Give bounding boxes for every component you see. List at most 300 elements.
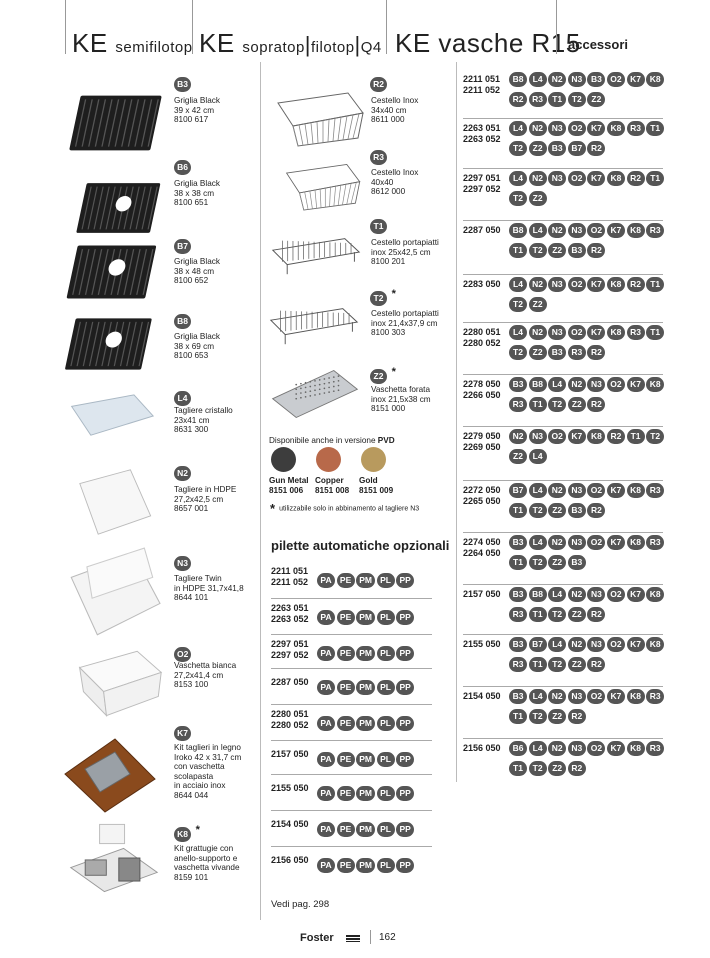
accessory-line: 39 x 42 cm: [174, 105, 215, 115]
code-badge: R3: [509, 607, 527, 622]
code-badge: K8: [607, 171, 625, 186]
code-badge: PL: [377, 573, 395, 588]
code-badge: T2: [548, 397, 566, 412]
code-badge: PM: [356, 822, 375, 837]
model-code-line: 2156 050: [463, 743, 501, 753]
pilette-row: [271, 634, 432, 668]
code-badge: PP: [396, 646, 414, 661]
accessory-line: in HDPE 31,7x41,8: [174, 583, 244, 593]
code-badge: N3: [568, 535, 586, 550]
accessory-image: [66, 462, 158, 547]
compatibility-badges: [509, 219, 669, 259]
model-code-line: 2272 050: [463, 485, 501, 495]
code-badge: PM: [356, 610, 375, 625]
code-badge: N2: [529, 171, 547, 186]
code-badge: PM: [356, 752, 375, 767]
code-badge: N2: [548, 72, 566, 87]
model-code: [463, 691, 501, 702]
header-divider: [556, 0, 557, 54]
model-code-line: 2297 052: [271, 650, 309, 660]
header-divider: [192, 0, 193, 54]
compatibility-badges: [509, 68, 669, 108]
accessory-image: [268, 85, 368, 156]
code-badge: R3: [568, 345, 586, 360]
code-badge: PL: [377, 610, 395, 625]
model-code: [271, 603, 309, 625]
code-badge: L4: [529, 72, 547, 87]
code-badge: K7: [627, 377, 645, 392]
model-code: [271, 855, 309, 866]
accessory-line: 38 x 48 cm: [174, 266, 215, 276]
code-badge: Z2: [568, 607, 586, 622]
code-badge: R2: [627, 171, 645, 186]
compatibility-row: [463, 738, 663, 788]
code-badge: L4: [529, 535, 547, 550]
accessory-code: [174, 236, 193, 254]
code-badge: PE: [337, 573, 355, 588]
code-badge: O2: [607, 637, 625, 652]
code-badge: PL: [377, 822, 395, 837]
code-badge: Z2: [529, 141, 547, 156]
pilette-badges: [317, 643, 416, 661]
accessory-line: in acciaio inox: [174, 781, 226, 791]
accessory-line: Iroko 42 x 31,7 cm: [174, 752, 242, 762]
accessory-code: [370, 74, 389, 92]
code-badge: B7: [568, 141, 586, 156]
code-badge: B8: [509, 72, 527, 87]
accessory-image: [66, 90, 162, 161]
code-badge: B3: [568, 503, 586, 518]
accessory-line: 8100 201: [371, 257, 406, 267]
code-badge: B3: [548, 141, 566, 156]
model-code-line: 2263 052: [271, 614, 309, 624]
model-code: [463, 173, 501, 195]
footnote: * utilizzabile solo in abbinamento al tagliere N3: [270, 501, 420, 516]
model-code-line: 2269 050: [463, 442, 501, 452]
code-badge: N3: [174, 556, 191, 571]
accessory-description: [174, 574, 262, 603]
accessory-line: 8100 651: [174, 198, 209, 208]
compatibility-badges: [509, 117, 669, 157]
code-badge: T1: [529, 657, 547, 672]
model-code-line: 2278 050: [463, 379, 501, 389]
code-badge: Z2: [548, 503, 566, 518]
accessory-line: anello-supporto e: [174, 853, 238, 863]
code-badge: K8: [607, 325, 625, 340]
accessory-line: scolapasta: [174, 771, 214, 781]
code-badge: T1: [646, 277, 664, 292]
code-badge: L4: [509, 325, 527, 340]
code-badge: PL: [377, 680, 395, 695]
accessory-line: 8612 000: [371, 187, 406, 197]
accessory-image: [56, 546, 170, 645]
accessory-line: 8159 101: [174, 872, 209, 882]
code-badge: K8: [607, 121, 625, 136]
model-code-line: 2287 050: [463, 225, 501, 235]
code-badge: B7: [529, 637, 547, 652]
accessory-line: 8153 100: [174, 680, 209, 690]
code-badge: B3: [509, 689, 527, 704]
code-badge: Z2: [529, 297, 547, 312]
pvd-swatch-copper: [316, 447, 341, 472]
compatibility-badges: [509, 167, 669, 207]
pvd-label-gun-metal: Gun Metal 8151 006: [269, 476, 309, 495]
code-badge: N3: [587, 377, 605, 392]
code-badge: K8: [646, 587, 664, 602]
code-badge: N3: [529, 429, 547, 444]
code-badge: O2: [587, 741, 605, 756]
model-code: [463, 327, 501, 349]
code-badge: PA: [317, 610, 335, 625]
code-badge: B3: [568, 243, 586, 258]
code-badge: B7: [174, 239, 191, 254]
model-code-line: 2211 051: [463, 74, 501, 84]
model-code-line: 2280 052: [463, 338, 501, 348]
code-badge: T2: [529, 503, 547, 518]
code-badge: PL: [377, 646, 395, 661]
compatibility-row: [463, 322, 663, 372]
code-badge: O2: [607, 377, 625, 392]
code-badge: L4: [509, 121, 527, 136]
accessory-image: [66, 818, 162, 903]
brand-logo-stripes-icon: [346, 935, 360, 942]
accessory-code: [370, 366, 396, 384]
pvd-label-copper: Copper 8151 008: [315, 476, 350, 495]
code-badge: T1: [529, 607, 547, 622]
model-code-line: 2211 051: [271, 566, 309, 576]
pilette-badges: [317, 677, 416, 695]
pvd-label-gold: Gold 8151 009: [359, 476, 394, 495]
code-badge: K8: [587, 429, 605, 444]
accessory-description: [174, 743, 262, 801]
model-code-line: 2280 051: [463, 327, 501, 337]
code-badge: R2: [587, 345, 605, 360]
model-code: [463, 537, 501, 559]
model-code: [463, 485, 501, 507]
accessory-line: 8644 101: [174, 593, 209, 603]
code-badge: PE: [337, 752, 355, 767]
accessory-line: Cestello Inox: [371, 96, 419, 105]
code-badge: PA: [317, 716, 335, 731]
accessory-line: 8644 044: [174, 790, 209, 800]
code-badge: PL: [377, 716, 395, 731]
compatibility-row: [463, 118, 663, 166]
accessory-code: [174, 74, 193, 92]
code-badge: T2: [529, 709, 547, 724]
accessory-description: [174, 96, 262, 125]
model-code: [463, 639, 501, 650]
compatibility-badges: [509, 583, 669, 623]
model-code-line: 2155 050: [271, 783, 309, 793]
code-badge: L4: [529, 449, 547, 464]
accessory-description: [371, 96, 455, 125]
pilette-badges: [317, 819, 416, 837]
code-badge: Z2: [568, 397, 586, 412]
accessory-description: [371, 238, 455, 267]
code-badge: K8: [627, 535, 645, 550]
pilette-badges: [317, 783, 416, 801]
code-badge: R3: [529, 92, 547, 107]
compatibility-row: [463, 374, 663, 424]
pilette-badges: [317, 607, 416, 625]
code-badge: B3: [587, 72, 605, 87]
code-badge: T1: [529, 397, 547, 412]
model-code-line: 2266 050: [463, 390, 501, 400]
code-badge: K7: [607, 223, 625, 238]
accessory-line: Kit taglieri in legno: [174, 743, 241, 752]
see-page-note: Vedi pag. 298: [271, 899, 330, 910]
code-badge: K7: [627, 587, 645, 602]
accessory-code: [174, 824, 200, 842]
pilette-badges: [317, 570, 416, 588]
code-badge: N3: [568, 483, 586, 498]
code-badge: T1: [646, 325, 664, 340]
model-code-line: 2154 050: [271, 819, 309, 829]
star-mark: *: [391, 366, 396, 378]
code-badge: N2: [174, 466, 191, 481]
accessory-line: Griglia Black: [174, 332, 220, 341]
accessory-line: 8100 303: [371, 328, 406, 338]
code-badge: T1: [627, 429, 645, 444]
page-number: 162: [379, 932, 396, 943]
code-badge: PP: [396, 610, 414, 625]
code-badge: N2: [548, 741, 566, 756]
accessory-code: [174, 644, 193, 662]
model-code: [271, 709, 309, 731]
compatibility-row: [463, 220, 663, 272]
accessory-line: 8611 000: [371, 115, 405, 125]
compatibility-row: [463, 274, 663, 320]
code-badge: Z2: [548, 243, 566, 258]
code-badge: PE: [337, 786, 355, 801]
footer-divider: [370, 930, 371, 944]
code-badge: K7: [627, 637, 645, 652]
header-divider: [386, 0, 387, 54]
code-badge: T1: [646, 121, 664, 136]
model-code: [271, 677, 309, 688]
accessory-description: [174, 179, 262, 208]
code-badge: O2: [587, 483, 605, 498]
model-code-line: 2211 052: [463, 85, 501, 95]
code-badge: PP: [396, 858, 414, 873]
code-badge: N3: [568, 741, 586, 756]
accessory-line: inox 21,4x37,9 cm: [371, 318, 438, 328]
accessory-code: [370, 216, 389, 234]
code-badge: B7: [509, 483, 527, 498]
code-badge: R2: [509, 92, 527, 107]
model-code-line: 2263 052: [463, 134, 501, 144]
pilette-row: [271, 740, 432, 774]
code-badge: PM: [356, 646, 375, 661]
model-code-line: 2279 050: [463, 431, 501, 441]
accessory-line: 34x40 cm: [371, 105, 407, 115]
code-badge: T2: [646, 429, 664, 444]
code-badge: B3: [509, 637, 527, 652]
code-badge: T2: [370, 291, 387, 306]
code-badge: O2: [587, 535, 605, 550]
code-badge: T2: [529, 761, 547, 776]
code-badge: N2: [548, 535, 566, 550]
code-badge: R2: [587, 397, 605, 412]
code-badge: O2: [548, 429, 566, 444]
model-code: [271, 783, 309, 794]
code-badge: PE: [337, 716, 355, 731]
accessory-line: Cestello portapiatti: [371, 238, 439, 247]
accessory-code: [174, 553, 193, 571]
model-code: [463, 589, 501, 600]
code-badge: N2: [568, 637, 586, 652]
code-badge: K7: [607, 483, 625, 498]
pilette-row: [271, 774, 432, 808]
code-badge: Z2: [587, 92, 605, 107]
code-badge: O2: [568, 277, 586, 292]
code-badge: PE: [337, 858, 355, 873]
code-badge: N2: [568, 377, 586, 392]
code-badge: L4: [548, 637, 566, 652]
accessory-description: [174, 257, 262, 286]
accessory-line: Vaschetta bianca: [174, 661, 237, 670]
code-badge: N2: [529, 325, 547, 340]
model-code: [463, 743, 501, 754]
header-title-sopratop: KE sopratop|filotop|Q4: [199, 28, 382, 58]
accessory-line: Vaschetta forata: [371, 385, 431, 394]
code-badge: R2: [568, 761, 586, 776]
code-badge: L4: [174, 391, 191, 406]
accessory-image: [70, 642, 166, 727]
code-badge: R3: [509, 657, 527, 672]
model-code: [271, 749, 309, 760]
code-badge: PA: [317, 646, 335, 661]
pilette-title: pilette automatiche opzionali: [271, 538, 450, 553]
accessory-image: [268, 228, 364, 287]
pilette-row: [271, 562, 432, 596]
code-badge: K7: [174, 726, 191, 741]
code-badge: PL: [377, 752, 395, 767]
compatibility-row: [463, 480, 663, 530]
code-badge: R3: [646, 689, 664, 704]
accessory-code: [174, 723, 193, 741]
code-badge: K8: [646, 72, 664, 87]
code-badge: T2: [509, 191, 527, 206]
accessory-line: Tagliere cristallo: [174, 406, 233, 415]
compatibility-badges: [509, 273, 669, 313]
model-code-line: 2280 052: [271, 720, 309, 730]
code-badge: O2: [174, 647, 191, 662]
accessory-line: Tagliere Twin: [174, 574, 222, 583]
compatibility-row: [463, 70, 663, 116]
accessory-description: [174, 485, 262, 514]
code-badge: Z2: [529, 345, 547, 360]
compatibility-badges: [509, 737, 669, 777]
code-badge: R3: [627, 121, 645, 136]
code-badge: PA: [317, 822, 335, 837]
code-badge: T1: [509, 243, 527, 258]
code-badge: N3: [548, 121, 566, 136]
code-badge: N2: [568, 587, 586, 602]
code-badge: B6: [509, 741, 527, 756]
model-code-line: 2297 051: [463, 173, 501, 183]
code-badge: O2: [568, 171, 586, 186]
model-code-line: 2155 050: [463, 639, 501, 649]
code-badge: L4: [509, 277, 527, 292]
code-badge: N2: [548, 223, 566, 238]
code-badge: PP: [396, 680, 414, 695]
model-code-line: 2297 052: [463, 184, 501, 194]
code-badge: PA: [317, 858, 335, 873]
code-badge: K8: [646, 377, 664, 392]
model-code-line: 2157 050: [271, 749, 309, 759]
model-code-line: 2283 050: [463, 279, 501, 289]
code-badge: K8: [607, 277, 625, 292]
accessory-line: 23x41 cm: [174, 415, 210, 425]
compatibility-badges: [509, 321, 669, 361]
code-badge: L4: [509, 171, 527, 186]
code-badge: R2: [587, 503, 605, 518]
accessory-line: Griglia Black: [174, 179, 220, 188]
code-badge: T1: [509, 555, 527, 570]
code-badge: L4: [529, 689, 547, 704]
code-badge: K8: [646, 637, 664, 652]
code-badge: T2: [529, 555, 547, 570]
code-badge: B3: [509, 587, 527, 602]
model-code: [463, 379, 501, 401]
code-badge: O2: [607, 587, 625, 602]
code-badge: B8: [509, 223, 527, 238]
code-badge: L4: [529, 223, 547, 238]
accessory-line: Cestello portapiatti: [371, 309, 439, 318]
model-code: [463, 74, 500, 96]
code-badge: T1: [509, 503, 527, 518]
code-badge: PP: [396, 786, 414, 801]
compatibility-row: [463, 168, 663, 218]
accessory-line: inox 21,5x38 cm: [371, 394, 431, 404]
accessory-image: [278, 155, 364, 222]
code-badge: O2: [568, 325, 586, 340]
code-badge: N3: [548, 325, 566, 340]
code-badge: PP: [396, 573, 414, 588]
code-badge: O2: [587, 223, 605, 238]
code-badge: N2: [509, 429, 527, 444]
code-badge: K7: [607, 535, 625, 550]
code-badge: PE: [337, 822, 355, 837]
code-badge: T2: [509, 141, 527, 156]
code-badge: T2: [529, 243, 547, 258]
code-badge: K8: [627, 689, 645, 704]
accessory-image: [52, 313, 162, 380]
code-badge: R3: [646, 741, 664, 756]
accessory-image: [62, 240, 158, 309]
header-title-semifilotop: KE semifilotop: [72, 28, 193, 58]
code-badge: R2: [568, 709, 586, 724]
code-badge: Z2: [548, 709, 566, 724]
accessory-line: con vaschetta: [174, 762, 225, 772]
accessory-image: [70, 178, 164, 243]
code-badge: PP: [396, 716, 414, 731]
accessory-description: [371, 385, 455, 414]
code-badge: K7: [587, 325, 605, 340]
accessory-code: [174, 311, 193, 329]
accessory-line: Tagliere in HDPE: [174, 485, 237, 494]
compatibility-badges: [509, 479, 669, 519]
accessory-line: 8631 300: [174, 425, 209, 435]
model-code-line: 2211 052: [271, 577, 309, 587]
model-code-line: 2287 050: [271, 677, 309, 687]
pilette-badges: [317, 855, 416, 873]
code-badge: K7: [587, 171, 605, 186]
header-title-r15: KE vasche R15: [395, 28, 581, 58]
code-badge: Z2: [529, 191, 547, 206]
code-badge: T2: [548, 657, 566, 672]
